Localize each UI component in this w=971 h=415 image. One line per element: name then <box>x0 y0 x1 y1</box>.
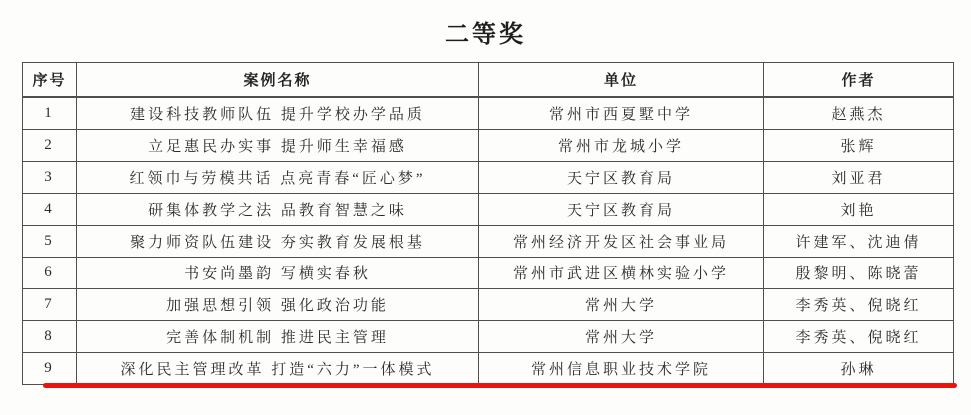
author-cell: 赵燕杰 <box>764 97 954 130</box>
unit-cell: 常州经济开发区社会事业局 <box>479 225 764 257</box>
author-cell: 李秀英、倪晓红 <box>764 321 954 353</box>
case-name-cell: 建设科技教师队伍 提升学校办学品质 <box>77 97 479 130</box>
red-underline-annotation <box>43 383 957 388</box>
row-index: 7 <box>23 289 77 321</box>
row-index: 4 <box>23 193 77 225</box>
case-name-cell: 完善体制机制 推进民主管理 <box>77 321 479 353</box>
unit-cell: 天宁区教育局 <box>479 193 764 225</box>
unit-cell: 常州大学 <box>479 321 764 353</box>
table-row <box>23 289 954 321</box>
row-index: 6 <box>23 257 77 289</box>
author-cell: 许建军、沈迪倩 <box>764 225 954 257</box>
author-cell: 刘亚君 <box>764 161 954 193</box>
unit-cell: 天宁区教育局 <box>479 161 764 193</box>
case-name-cell: 研集体教学之法 品教育智慧之味 <box>77 193 479 225</box>
table-header-row <box>23 63 954 98</box>
table-row <box>23 193 954 225</box>
col-header-index: 序号 <box>23 63 77 98</box>
unit-cell: 常州市武进区横林实验小学 <box>479 257 764 289</box>
row-index: 5 <box>23 225 77 257</box>
unit-cell: 常州市西夏墅中学 <box>479 97 764 130</box>
table-row <box>23 257 954 289</box>
author-cell: 张辉 <box>764 130 954 162</box>
table-row <box>23 161 954 193</box>
author-cell: 刘艳 <box>764 193 954 225</box>
case-name-cell: 书安尚墨韵 写横实春秋 <box>77 257 479 289</box>
author-cell: 殷黎明、陈晓蕾 <box>764 257 954 289</box>
case-name-cell: 立足惠民办实事 提升师生幸福感 <box>77 130 479 162</box>
col-header-author: 作者 <box>764 63 954 98</box>
table-row <box>23 321 954 353</box>
row-index: 8 <box>23 321 77 353</box>
case-name-cell: 红领巾与劳模共话 点亮青春“匠心梦” <box>77 161 479 193</box>
row-index: 3 <box>23 161 77 193</box>
table-row <box>23 353 954 385</box>
awards-table <box>22 62 954 385</box>
row-index: 1 <box>23 97 77 130</box>
author-cell: 孙琳 <box>764 353 954 385</box>
unit-cell: 常州大学 <box>479 289 764 321</box>
table-row <box>23 97 954 130</box>
case-name-cell: 深化民主管理改革 打造“六力”一体模式 <box>77 353 479 385</box>
case-name-cell: 聚力师资队伍建设 夯实教育发展根基 <box>77 225 479 257</box>
col-header-unit: 单位 <box>479 63 764 98</box>
unit-cell: 常州信息职业技术学院 <box>479 353 764 385</box>
page-title: 二等奖 <box>445 21 526 48</box>
col-header-case-name: 案例名称 <box>77 63 479 98</box>
author-cell: 李秀英、倪晓红 <box>764 289 954 321</box>
row-index: 2 <box>23 130 77 162</box>
table-row <box>23 225 954 257</box>
unit-cell: 常州市龙城小学 <box>479 130 764 162</box>
row-index: 9 <box>23 353 77 385</box>
case-name-cell: 加强思想引领 强化政治功能 <box>77 289 479 321</box>
table-row <box>23 130 954 162</box>
table-body <box>23 97 954 385</box>
